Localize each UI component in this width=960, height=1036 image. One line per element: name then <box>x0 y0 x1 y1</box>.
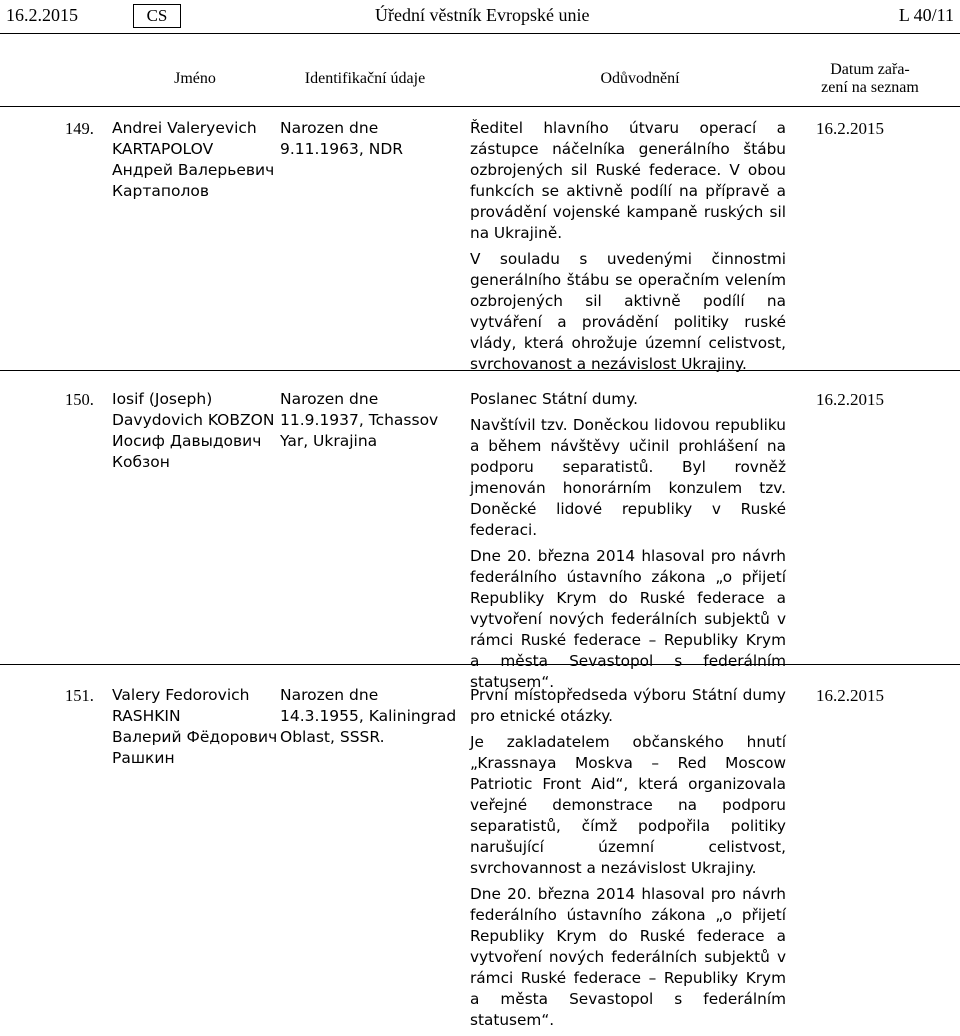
date-listed: 16.2.2015 <box>816 390 884 409</box>
page-number: L 40/11 <box>898 5 954 25</box>
reasons-text: Poslanec Státní dumy. Navštívil tzv. Doněckou lidovou republiku a během návštěvy učinil prohlášení na podporu separatistů. Byl rovněž jmenován honorárním konzulem tzv. Doněcké lidové republiky v Ruské federaci. Dne 20. března 2014 hlasoval pro návrh federálního ústavního zákona „o přijetí Republiky Krym do Ruské federace a vytvoření nových federálních subjektů v rámci Ruské federace – Republiky Krym a města Sevastopol s federálním statusem“. <box>470 390 786 691</box>
identifying-info: Narozen dne 11.9.1937, Tchassov Yar, Ukrajina <box>280 390 439 450</box>
journal-title: Úřední věstník Evropské unie <box>375 5 590 25</box>
date-listed: 16.2.2015 <box>816 119 884 138</box>
row-separator <box>0 370 960 371</box>
person-name: Andrei Valeryevich KARTAPOLOV Андрей Валерьевич Картаполов <box>112 119 275 200</box>
column-header-reasons: Odůvodnění <box>600 70 680 87</box>
identifying-info: Narozen dne 14.3.1955, Kaliningrad Oblast, SSSR. <box>280 686 457 746</box>
row-number: 151. <box>65 686 94 705</box>
column-header-listed: Datum zařa- zení na seznam <box>821 61 919 96</box>
column-header-name: Jméno <box>174 70 216 87</box>
language-box: CS <box>133 4 181 28</box>
reasons-text: První místopředseda výboru Státní dumy pro etnické otázky. Je zakladatelem občanského hnutí „Krassnaya Moskva – Red Moscow Patriotic Front Aid“, která organizovala veřejné demonstrace na podporu separatistů, čímž podpořila politiky narušující územní celistvost, svrchovannost a nezávislost Ukrajiny. Dne 20. března 2014 hlasoval pro návrh federálního ústavního zákona „o přijetí Republiky Krym do Ruské federace a vytvoření nových federálních subjektů v rámci Ruské federace – Republiky Krym a města Sevastopol s federálním statusem“. <box>470 686 786 1029</box>
table-header-rule <box>0 106 960 107</box>
row-number: 149. <box>65 119 94 138</box>
row-separator <box>0 664 960 665</box>
date-listed: 16.2.2015 <box>816 686 884 705</box>
column-header-ident: Identifikační údaje <box>304 70 426 87</box>
row-number: 150. <box>65 390 94 409</box>
reasons-text: Ředitel hlavního útvaru operací a zástupce náčelníka generálního štábu ozbrojených sil Ruské federace. V obou funkcích se aktivně podílí na přípravě a provádění vojenské kampaně ruských sil na Ukrajině. V souladu s uvedenými činnostmi generálního štábu se operačním velením ozbrojených sil aktivně podílí na vytváření a provádění politiky ruské vlády, která ohrožuje územní celistvost, svrchovanost a nezávislost Ukrajiny. <box>470 119 786 373</box>
header-date: 16.2.2015 <box>6 5 78 25</box>
identifying-info: Narozen dne 9.11.1963, NDR <box>280 119 404 158</box>
person-name: Iosif (Joseph) Davydovich KOBZON Иосиф Давыдович Кобзон <box>112 390 275 471</box>
page-header <box>0 0 960 36</box>
header-rule <box>0 33 960 34</box>
person-name: Valery Fedorovich RASHKIN Валерий Фёдорович Рашкин <box>112 686 278 767</box>
